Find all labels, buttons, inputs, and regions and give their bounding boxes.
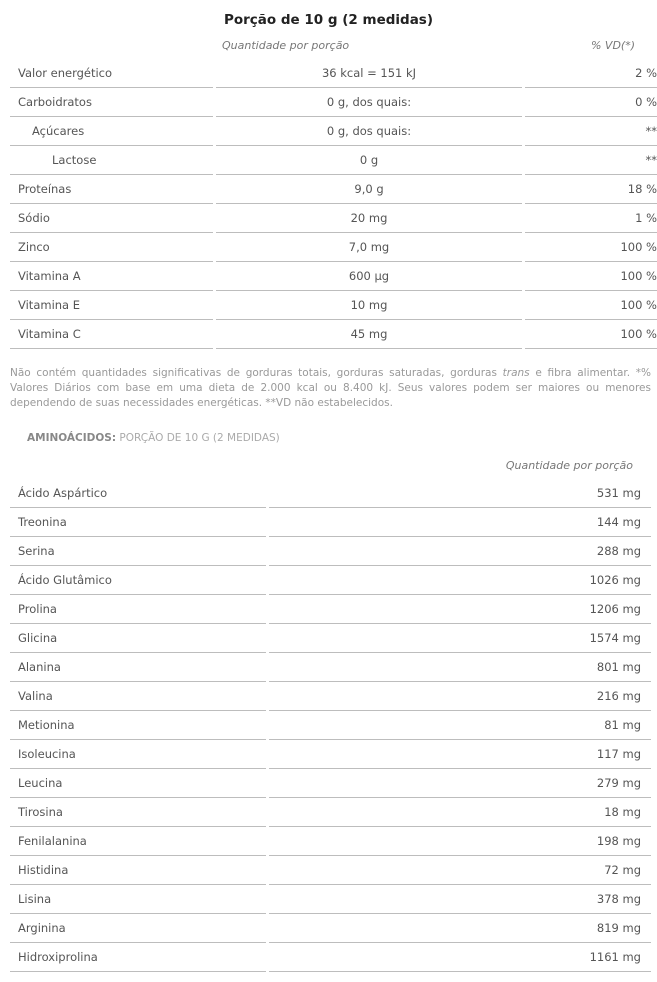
nutrient-vd: 0 %: [524, 88, 657, 117]
amino-name: Hidroxiprolina: [10, 943, 268, 972]
amino-name: Treonina: [10, 508, 268, 537]
nutrition-row: [10, 291, 657, 320]
amino-title-rest: PORÇÃO DE 10 G (2 MEDIDAS): [116, 432, 280, 444]
amino-name: Lisina: [10, 885, 268, 914]
nutrition-row: [10, 204, 657, 233]
amino-name: Serina: [10, 537, 268, 566]
nutrient-quantity: 9,0 g: [215, 175, 524, 204]
amino-name: Prolina: [10, 595, 268, 624]
quantity-column-header: Quantidade por porção: [222, 39, 350, 52]
nutrition-footnote: [10, 366, 651, 411]
nutrient-vd: 2 %: [524, 59, 657, 88]
amino-quantity: 81 mg: [268, 711, 652, 740]
amino-quantity: 144 mg: [268, 508, 652, 537]
vd-column-header: % VD(*): [590, 39, 635, 52]
amino-name: Arginina: [10, 914, 268, 943]
footnote-part1: Não contém quantidades significativas de gorduras totais, gorduras saturadas, gorduras: [10, 367, 503, 379]
nutrient-vd: 18 %: [524, 175, 657, 204]
nutrient-vd: 100 %: [524, 262, 657, 291]
nutrition-table: [10, 59, 657, 349]
amino-quantity: 1206 mg: [268, 595, 652, 624]
nutrient-name: Zinco: [10, 233, 215, 262]
amino-name: Glicina: [10, 624, 268, 653]
nutrient-quantity: 10 mg: [215, 291, 524, 320]
amino-row: [10, 798, 651, 827]
amino-row: [10, 595, 651, 624]
nutrient-name: Carboidratos: [10, 88, 215, 117]
amino-title-bold: AMINOÁCIDOS:: [27, 432, 117, 444]
nutrition-row: [10, 233, 657, 262]
amino-row: [10, 769, 651, 798]
nutrient-quantity: 0 g, dos quais:: [215, 88, 524, 117]
amino-quantity: 279 mg: [268, 769, 652, 798]
nutrient-vd: 100 %: [524, 233, 657, 262]
amino-quantity: 18 mg: [268, 798, 652, 827]
amino-quantity: 531 mg: [268, 479, 652, 508]
amino-row: [10, 711, 651, 740]
amino-row: [10, 479, 651, 508]
nutrient-quantity: 0 g: [215, 146, 524, 175]
nutrient-vd: **: [524, 117, 657, 146]
nutrient-name: Açúcares: [10, 117, 215, 146]
amino-row: [10, 740, 651, 769]
nutrition-title: Porção de 10 g (2 medidas): [223, 12, 434, 28]
nutrient-name: Lactose: [10, 146, 215, 175]
amino-quantity: 198 mg: [268, 827, 652, 856]
nutrient-vd: 100 %: [524, 320, 657, 349]
nutrient-vd: **: [524, 146, 657, 175]
amino-name: Leucina: [10, 769, 268, 798]
nutrition-row: [10, 175, 657, 204]
nutrition-row: [10, 88, 657, 117]
amino-row: [10, 856, 651, 885]
nutrition-row: [10, 320, 657, 349]
amino-name: Ácido Aspártico: [10, 479, 268, 508]
amino-quantity: 288 mg: [268, 537, 652, 566]
amino-quantity: 72 mg: [268, 856, 652, 885]
footnote-part2: e fibra alimentar. *% Valores Diários com base em uma dieta de 2.000 kcal ou 8.400 kJ. Seus valores podem ser maiores ou menores dependendo de suas necessidades energéticas. **VD não estabelecidos.: [10, 367, 651, 409]
nutrient-quantity: 7,0 mg: [215, 233, 524, 262]
nutrient-name: Vitamina C: [10, 320, 215, 349]
amino-row: [10, 653, 651, 682]
amino-name: Tirosina: [10, 798, 268, 827]
amino-row: [10, 537, 651, 566]
amino-name: Alanina: [10, 653, 268, 682]
amino-quantity-header: Quantidade por porção: [505, 459, 633, 472]
nutrition-row: [10, 59, 657, 88]
nutrition-row: [10, 146, 657, 175]
nutrient-name: Vitamina A: [10, 262, 215, 291]
amino-row: [10, 827, 651, 856]
nutrient-name: Sódio: [10, 204, 215, 233]
amino-name: Histidina: [10, 856, 268, 885]
amino-quantity: 378 mg: [268, 885, 652, 914]
amino-name: Ácido Glutâmico: [10, 566, 268, 595]
amino-name: Valina: [10, 682, 268, 711]
amino-row: [10, 508, 651, 537]
amino-table: [10, 479, 651, 972]
footnote-trans: trans: [502, 367, 530, 379]
amino-row: [10, 885, 651, 914]
amino-title: [27, 432, 280, 444]
nutrient-quantity: 36 kcal = 151 kJ: [215, 59, 524, 88]
amino-row: [10, 566, 651, 595]
amino-quantity: 117 mg: [268, 740, 652, 769]
amino-quantity: 1574 mg: [268, 624, 652, 653]
amino-name: Isoleucina: [10, 740, 268, 769]
nutrient-name: Proteínas: [10, 175, 215, 204]
amino-row: [10, 682, 651, 711]
amino-name: Metionina: [10, 711, 268, 740]
amino-quantity: 801 mg: [268, 653, 652, 682]
nutrient-quantity: 600 µg: [215, 262, 524, 291]
amino-row: [10, 914, 651, 943]
amino-quantity: 1161 mg: [268, 943, 652, 972]
nutrient-name: Valor energético: [10, 59, 215, 88]
amino-quantity: 819 mg: [268, 914, 652, 943]
nutrient-quantity: 45 mg: [215, 320, 524, 349]
nutrient-quantity: 20 mg: [215, 204, 524, 233]
nutrient-name: Vitamina E: [10, 291, 215, 320]
amino-quantity: 1026 mg: [268, 566, 652, 595]
nutrient-vd: 100 %: [524, 291, 657, 320]
nutrition-row: [10, 262, 657, 291]
nutrient-vd: 1 %: [524, 204, 657, 233]
amino-name: Fenilalanina: [10, 827, 268, 856]
nutrition-row: [10, 117, 657, 146]
amino-row: [10, 624, 651, 653]
amino-row: [10, 943, 651, 972]
amino-quantity: 216 mg: [268, 682, 652, 711]
nutrient-quantity: 0 g, dos quais:: [215, 117, 524, 146]
